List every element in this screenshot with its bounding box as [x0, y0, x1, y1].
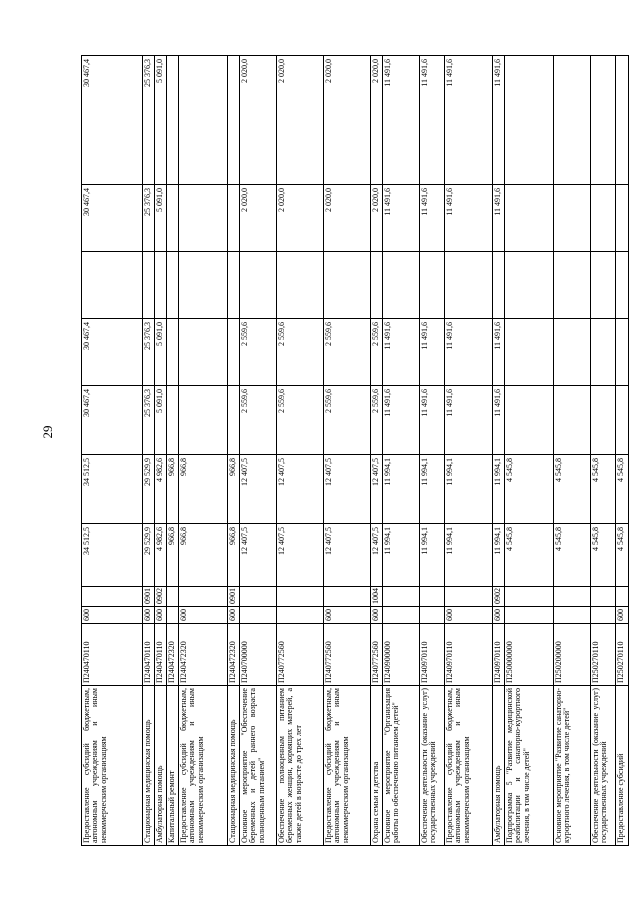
- row-value-cell: [616, 252, 629, 319]
- row-value-cell: 12 407,5: [371, 455, 383, 524]
- row-value-cell: 25 376,3: [143, 185, 155, 252]
- table-row: [155, 56, 167, 846]
- row-value-cell: 2 559,6: [324, 319, 371, 386]
- row-value-cell: 11 491,6: [420, 386, 445, 455]
- row-value-cell: 5 091,0: [155, 56, 167, 185]
- table-row: [383, 56, 420, 846]
- row-value-cell: 2 559,6: [277, 319, 324, 386]
- row-value-cell: 11 994,1: [445, 455, 493, 524]
- row-code-cell: П240472320: [179, 624, 228, 686]
- row-value-cell: 4 545,8: [554, 455, 591, 524]
- row-value-cell: [82, 252, 143, 319]
- row-value-cell: 25 376,3: [143, 386, 155, 455]
- row-value-cell: [505, 252, 554, 319]
- row-section-cell: [277, 587, 324, 607]
- row-value-cell: [616, 319, 629, 386]
- row-value-cell: [324, 252, 371, 319]
- row-value-cell: 4 545,8: [554, 524, 591, 587]
- row-value-cell: [179, 56, 228, 185]
- row-group-cell: 600: [616, 607, 629, 624]
- row-name-cell: Капитальный ремонт: [167, 686, 179, 846]
- row-value-cell: 11 491,6: [493, 386, 505, 455]
- row-value-cell: 2 020,0: [277, 56, 324, 185]
- row-value-cell: [228, 319, 240, 386]
- row-name-cell: Основное мероприятие "Развитие санаторно-курортного лечения, в том числе детей": [554, 686, 591, 846]
- row-value-cell: [383, 252, 420, 319]
- row-section-cell: [383, 587, 420, 607]
- row-section-cell: 0902: [493, 587, 505, 607]
- row-value-cell: 30 467,4: [82, 185, 143, 252]
- row-name-cell: Охрана семьи и детства: [371, 686, 383, 846]
- row-value-cell: 2 020,0: [277, 185, 324, 252]
- row-section-cell: [240, 587, 277, 607]
- row-group-cell: 600: [155, 607, 167, 624]
- row-value-cell: [179, 252, 228, 319]
- table-row: [228, 56, 240, 846]
- row-name-cell: Предоставление субсидий: [616, 686, 629, 846]
- row-value-cell: 11 994,1: [383, 524, 420, 587]
- row-value-cell: 2 559,6: [371, 319, 383, 386]
- row-group-cell: [554, 607, 591, 624]
- row-value-cell: [591, 252, 616, 319]
- row-name-cell: Стационарная медицинская помощь: [143, 686, 155, 846]
- row-value-cell: 11 994,1: [383, 455, 420, 524]
- row-value-cell: 2 559,6: [277, 386, 324, 455]
- table-row: [324, 56, 371, 846]
- row-name-cell: Обеспечение полноценным питанием беременных женщин, кормящих матерей, а также детей в возрасте до трех лет: [277, 686, 324, 846]
- row-group-cell: [167, 607, 179, 624]
- row-value-cell: 12 407,5: [371, 524, 383, 587]
- budget-table-body: [82, 56, 629, 846]
- table-row: [445, 56, 493, 846]
- row-section-cell: 0901: [228, 587, 240, 607]
- row-name-cell: Предоставление субсидий бюджетным, автономным учреждениям и иным некоммерческим организациям: [445, 686, 493, 846]
- row-value-cell: [179, 386, 228, 455]
- row-value-cell: [167, 319, 179, 386]
- row-value-cell: 12 407,5: [277, 455, 324, 524]
- row-group-cell: 600: [324, 607, 371, 624]
- row-value-cell: 11 994,1: [493, 455, 505, 524]
- row-code-cell: П240472320: [167, 624, 179, 686]
- row-value-cell: 4 545,8: [616, 524, 629, 587]
- table-row: [179, 56, 228, 846]
- row-value-cell: [505, 185, 554, 252]
- row-value-cell: [554, 185, 591, 252]
- row-section-cell: [82, 587, 143, 607]
- row-value-cell: 2 020,0: [240, 185, 277, 252]
- row-value-cell: 2 559,6: [371, 386, 383, 455]
- row-value-cell: 29 529,9: [143, 455, 155, 524]
- row-value-cell: 11 491,6: [445, 386, 493, 455]
- row-value-cell: 4 545,8: [505, 524, 554, 587]
- table-row: [371, 56, 383, 846]
- row-value-cell: 11 994,1: [420, 455, 445, 524]
- row-code-cell: П240900000: [383, 624, 420, 686]
- row-value-cell: 11 994,1: [445, 524, 493, 587]
- row-value-cell: [371, 252, 383, 319]
- row-value-cell: 11 491,6: [493, 56, 505, 185]
- row-value-cell: 12 407,5: [240, 524, 277, 587]
- row-group-cell: [277, 607, 324, 624]
- row-value-cell: [493, 252, 505, 319]
- row-section-cell: [445, 587, 493, 607]
- row-name-cell: Амбулаторная помощь: [493, 686, 505, 846]
- row-value-cell: 4 982,6: [155, 524, 167, 587]
- row-code-cell: П250200000: [554, 624, 591, 686]
- row-value-cell: [616, 386, 629, 455]
- row-value-cell: [143, 252, 155, 319]
- budget-table: [81, 55, 629, 846]
- row-code-cell: П240970110: [493, 624, 505, 686]
- row-value-cell: 12 407,5: [324, 524, 371, 587]
- row-value-cell: [179, 185, 228, 252]
- row-value-cell: 966,8: [167, 455, 179, 524]
- row-section-cell: [591, 587, 616, 607]
- row-code-cell: П240470110: [82, 624, 143, 686]
- row-value-cell: [554, 319, 591, 386]
- row-value-cell: [240, 252, 277, 319]
- table-row: [240, 56, 277, 846]
- row-value-cell: 11 491,6: [383, 386, 420, 455]
- table-row: [554, 56, 591, 846]
- row-code-cell: П240472320: [228, 624, 240, 686]
- row-value-cell: [167, 56, 179, 185]
- row-value-cell: [228, 185, 240, 252]
- table-row: [493, 56, 505, 846]
- row-code-cell: П250000000: [505, 624, 554, 686]
- table-row: [505, 56, 554, 846]
- row-value-cell: 12 407,5: [277, 524, 324, 587]
- row-value-cell: 11 491,6: [493, 319, 505, 386]
- row-group-cell: 600: [493, 607, 505, 624]
- row-value-cell: 2 020,0: [324, 185, 371, 252]
- row-name-cell: Амбулаторная помощь: [155, 686, 167, 846]
- row-value-cell: 2 559,6: [240, 386, 277, 455]
- row-value-cell: 966,8: [179, 524, 228, 587]
- row-value-cell: 966,8: [228, 455, 240, 524]
- row-value-cell: [167, 252, 179, 319]
- row-code-cell: П240470110: [155, 624, 167, 686]
- row-value-cell: 966,8: [228, 524, 240, 587]
- row-value-cell: 4 545,8: [505, 455, 554, 524]
- table-row: [616, 56, 629, 846]
- row-value-cell: [445, 252, 493, 319]
- row-name-cell: Предоставление субсидий бюджетным, автономным учреждениям и иным некоммерческим организациям: [324, 686, 371, 846]
- row-value-cell: [554, 56, 591, 185]
- row-section-cell: 0902: [155, 587, 167, 607]
- row-code-cell: П240970110: [420, 624, 445, 686]
- row-value-cell: 25 376,3: [143, 319, 155, 386]
- row-value-cell: [591, 185, 616, 252]
- row-group-cell: 600: [82, 607, 143, 624]
- row-group-cell: [383, 607, 420, 624]
- budget-table-container: [81, 56, 625, 846]
- row-value-cell: 11 994,1: [493, 524, 505, 587]
- row-name-cell: Подпрограмма 5 "Развитие медицинской реабилитации и санаторно-курортного лечения, в том числе детей": [505, 686, 554, 846]
- row-value-cell: [179, 319, 228, 386]
- row-value-cell: [228, 386, 240, 455]
- row-group-cell: 600: [371, 607, 383, 624]
- row-value-cell: [554, 252, 591, 319]
- row-group-cell: [591, 607, 616, 624]
- row-section-cell: [420, 587, 445, 607]
- row-section-cell: [554, 587, 591, 607]
- table-row: [167, 56, 179, 846]
- row-value-cell: [277, 252, 324, 319]
- row-value-cell: 34 512,5: [82, 455, 143, 524]
- row-value-cell: 11 491,6: [383, 319, 420, 386]
- row-value-cell: [616, 56, 629, 185]
- row-value-cell: 2 559,6: [324, 386, 371, 455]
- row-value-cell: [505, 319, 554, 386]
- row-code-cell: П240772560: [277, 624, 324, 686]
- row-value-cell: [591, 386, 616, 455]
- row-group-cell: [240, 607, 277, 624]
- row-section-cell: [167, 587, 179, 607]
- row-value-cell: [505, 56, 554, 185]
- row-section-cell: [179, 587, 228, 607]
- row-value-cell: 4 545,8: [591, 524, 616, 587]
- row-value-cell: 5 091,0: [155, 185, 167, 252]
- table-row: [591, 56, 616, 846]
- row-name-cell: Основное мероприятие "Организация работы по обеспечению питанием детей": [383, 686, 420, 846]
- row-code-cell: П240970110: [445, 624, 493, 686]
- row-code-cell: П250270110: [616, 624, 629, 686]
- row-value-cell: 12 407,5: [324, 455, 371, 524]
- row-value-cell: 4 545,8: [616, 455, 629, 524]
- table-row: [82, 56, 143, 846]
- row-name-cell: Предоставление субсидий бюджетным, автономным учреждениям и иным некоммерческим организациям: [179, 686, 228, 846]
- row-value-cell: 2 020,0: [371, 56, 383, 185]
- row-value-cell: 11 491,6: [493, 185, 505, 252]
- row-value-cell: 29 529,9: [143, 524, 155, 587]
- row-value-cell: [591, 319, 616, 386]
- row-value-cell: [228, 252, 240, 319]
- row-value-cell: 25 376,3: [143, 56, 155, 185]
- row-value-cell: 30 467,4: [82, 56, 143, 185]
- row-value-cell: [616, 185, 629, 252]
- row-value-cell: 12 407,5: [240, 455, 277, 524]
- row-value-cell: [155, 252, 167, 319]
- row-group-cell: 600: [445, 607, 493, 624]
- row-group-cell: [505, 607, 554, 624]
- row-group-cell: 600: [143, 607, 155, 624]
- table-row: [420, 56, 445, 846]
- row-value-cell: 966,8: [179, 455, 228, 524]
- table-row: [277, 56, 324, 846]
- rotated-table-frame: [81, 56, 625, 846]
- row-value-cell: [167, 386, 179, 455]
- row-value-cell: 11 491,6: [420, 185, 445, 252]
- row-value-cell: 2 020,0: [324, 56, 371, 185]
- row-value-cell: [505, 386, 554, 455]
- row-section-cell: 0901: [143, 587, 155, 607]
- row-value-cell: 4 545,8: [591, 455, 616, 524]
- row-group-cell: 600: [179, 607, 228, 624]
- row-name-cell: Предоставление субсидий бюджетным, автономным учреждениям и иным некоммерческим организациям: [82, 686, 143, 846]
- row-value-cell: 4 982,6: [155, 455, 167, 524]
- row-value-cell: 11 491,6: [445, 56, 493, 185]
- page-number: 29: [40, 425, 55, 439]
- row-section-cell: [616, 587, 629, 607]
- row-value-cell: 11 491,6: [445, 185, 493, 252]
- row-value-cell: 30 467,4: [82, 386, 143, 455]
- row-value-cell: 966,8: [167, 524, 179, 587]
- row-name-cell: Основное мероприятие "Обеспечение беременных и детей раннего возраста полноценным питанием": [240, 686, 277, 846]
- row-value-cell: 5 091,0: [155, 319, 167, 386]
- row-value-cell: 11 491,6: [445, 319, 493, 386]
- row-value-cell: [228, 56, 240, 185]
- row-value-cell: 34 512,5: [82, 524, 143, 587]
- row-value-cell: [591, 56, 616, 185]
- row-name-cell: Стационарная медицинская помощь: [228, 686, 240, 846]
- row-value-cell: 11 491,6: [383, 185, 420, 252]
- row-value-cell: 5 091,0: [155, 386, 167, 455]
- row-name-cell: Обеспечение деятельности (оказание услуг) государственных учреждений: [420, 686, 445, 846]
- row-value-cell: 30 467,4: [82, 319, 143, 386]
- row-group-cell: 600: [228, 607, 240, 624]
- table-row: [143, 56, 155, 846]
- row-section-cell: [505, 587, 554, 607]
- row-code-cell: П240772560: [371, 624, 383, 686]
- row-section-cell: 1004: [371, 587, 383, 607]
- row-value-cell: [554, 386, 591, 455]
- row-value-cell: 2 020,0: [240, 56, 277, 185]
- row-code-cell: П240470110: [143, 624, 155, 686]
- row-value-cell: 11 491,6: [420, 319, 445, 386]
- row-value-cell: 11 491,6: [383, 56, 420, 185]
- row-group-cell: [420, 607, 445, 624]
- row-code-cell: П240772560: [324, 624, 371, 686]
- row-code-cell: П240700000: [240, 624, 277, 686]
- row-code-cell: П250270110: [591, 624, 616, 686]
- row-value-cell: 11 994,1: [420, 524, 445, 587]
- row-section-cell: [324, 587, 371, 607]
- row-value-cell: [167, 185, 179, 252]
- row-value-cell: 2 559,6: [240, 319, 277, 386]
- row-value-cell: [420, 252, 445, 319]
- row-name-cell: Обеспечение деятельности (оказание услуг) государственных учреждений: [591, 686, 616, 846]
- row-value-cell: 11 491,6: [420, 56, 445, 185]
- row-value-cell: 2 020,0: [371, 185, 383, 252]
